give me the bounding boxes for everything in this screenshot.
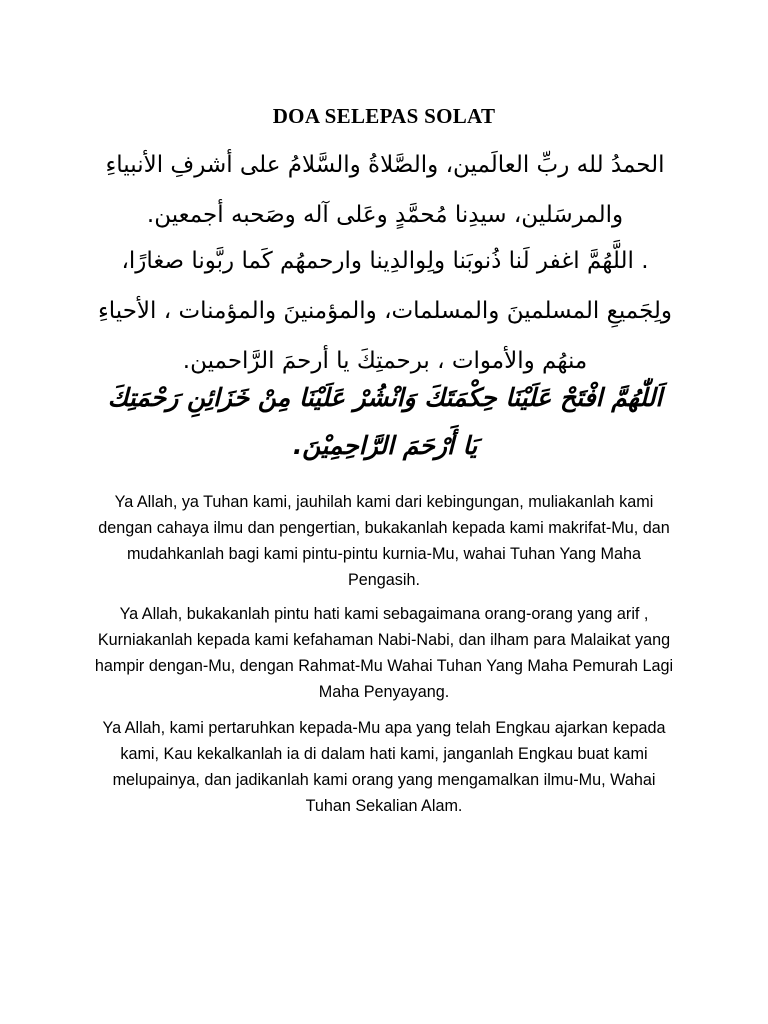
translation-paragraph-2: Ya Allah, bukakanlah pintu hati kami sebagaimana orang-orang yang arif , Kurniakanlah kepada kami kefahaman Nabi-Nabi, dan ilham para Malaikat yang hampir dengan-Mu, dengan Rahmat-Mu Wahai Tuhan Yang Maha Pemurah Lagi Maha Penyayang. xyxy=(94,605,674,701)
arabic-prayer-text: . اللَّهُمَّ اغفر لَنا ذُنوبَنا ولِوالدِينا وارحمهُم كَما ربَّونا صغارًا، ولِجَميعِ المسلمينَ والمسلمات، والمؤمنينَ والمؤمنات ، الأحياءِ منهُم والأموات ، برحمتِكَ يا أرحمَ الرَّاحمين. xyxy=(97,248,673,374)
translation-paragraph-3: Ya Allah, kami pertaruhkan kepada-Mu apa yang telah Engkau ajarkan kepada kami, Kau kekalkanlah ia di dalam hati kami, janganlah Engkau buat kami melupainya, dan jadikanlah kami orang yang mengamalkan ilmu-Mu, Wahai Tuhan Sekalian Alam. xyxy=(102,719,666,815)
arabic-opening-text: الحمدُ لله ربِّ العالَمين، والصَّلاةُ والسَّلامُ على أشرفِ الأنبياءِ والمرسَلين، سيدِنا مُحمَّدٍ وعَلى آله وصَحبه أجمعين. xyxy=(105,152,665,228)
translation-paragraph-1: Ya Allah, ya Tuhan kami, jauhilah kami dari kebingungan, muliakanlah kami dengan cahaya ilmu dan pengertian, bukakanlah kepada kami makrifat-Mu, dan mudahkanlah bagi kami pintu-pintu kurnia-Mu, wahai Tuhan Yang Maha Pengasih. xyxy=(98,493,670,589)
arabic-doa-text: اَللّٰهُمَّ افْتَحْ عَلَيْنَا حِكْمَتَكَ وَانْشُرْ عَلَيْنَا مِنْ خَزَائِنِ رَحْمَتِكَ يَا أَرْحَمَ الرَّاحِمِيْنَ. xyxy=(107,383,663,460)
document-title: DOA SELEPAS SOLAT xyxy=(272,104,496,128)
